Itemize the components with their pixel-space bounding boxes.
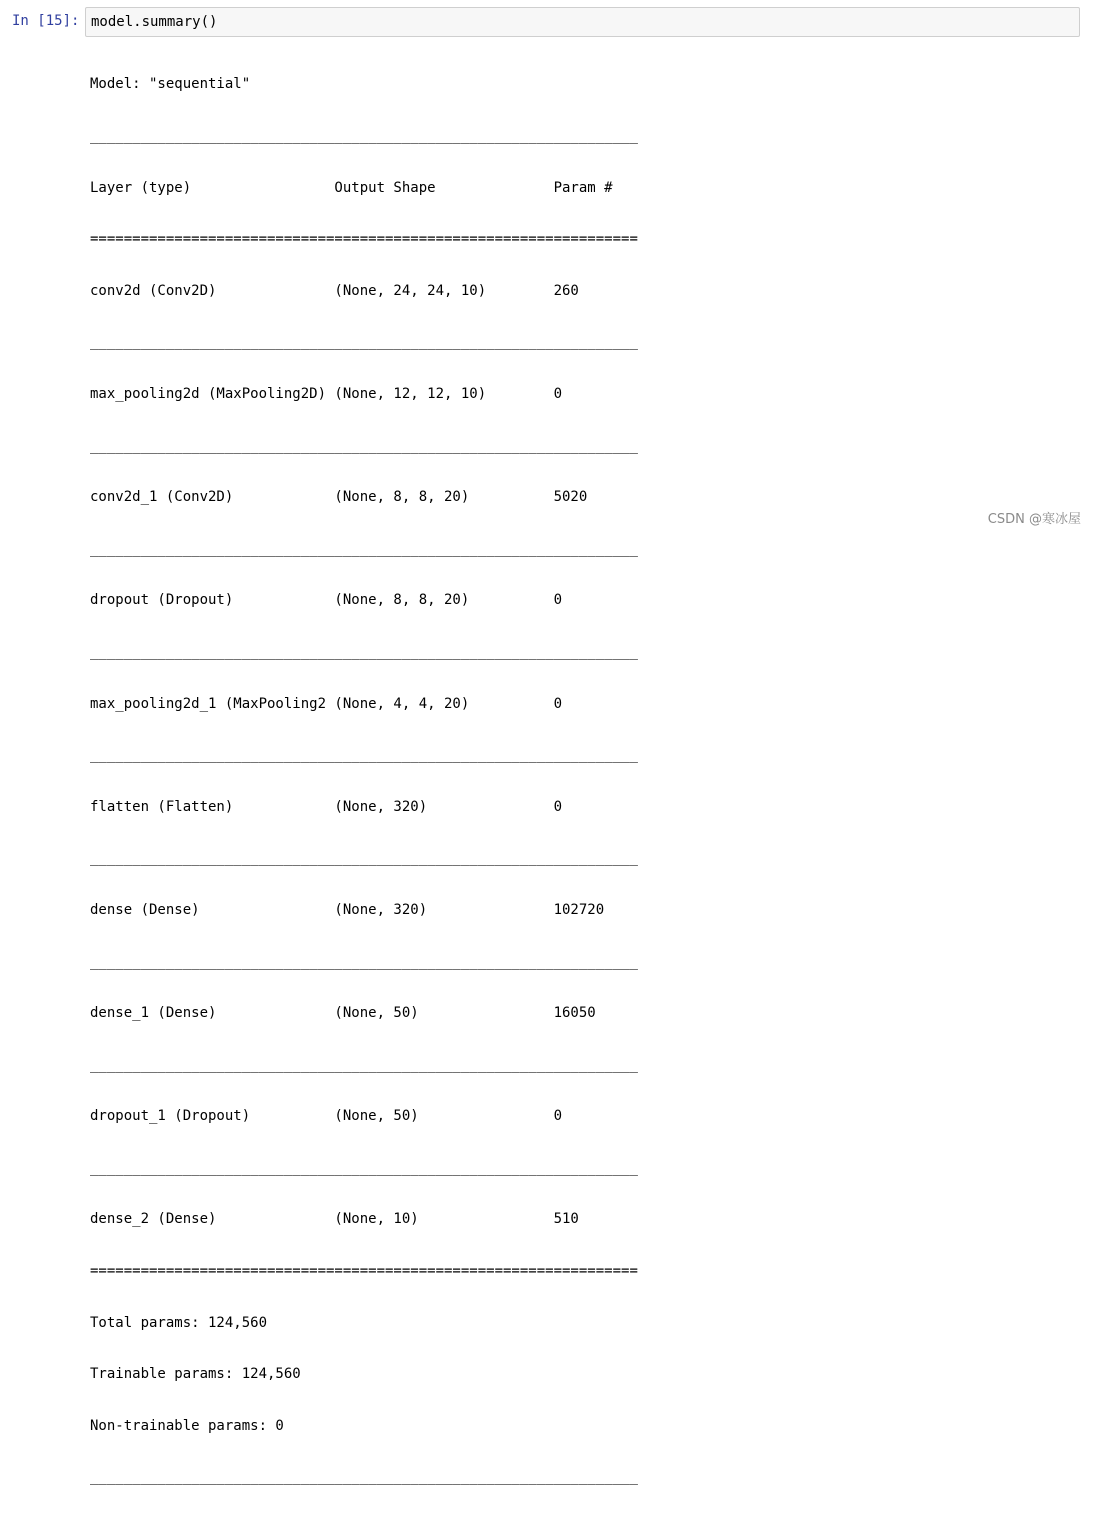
trainable-params: Trainable params: 124,560 [90,1366,301,1383]
non-trainable-params: Non-trainable params: 0 [90,1417,284,1434]
separator-line: _________________________________________________________________ [90,953,638,970]
separator-line: _________________________________________________________________ [90,1159,638,1176]
total-params: Total params: 124,560 [90,1314,268,1331]
layer-row: max_pooling2d_1 (MaxPooling2 (None, 4, 4, 20) 0 [90,695,638,712]
separator-line: _________________________________________________________________ [90,128,638,144]
cell-output [90,42,638,1521]
layer-row: dense (Dense) (None, 320) 102720 [90,901,638,918]
separator-line: _________________________________________________________________ [90,747,638,764]
layer-row: dense_1 (Dense) (None, 50) 16050 [90,1005,638,1022]
input-prompt: In [15]: [12,13,80,29]
separator-line: _________________________________________________________________ [90,437,638,454]
model-name-line: Model: "sequential" [90,76,251,93]
layer-row: dense_2 (Dense) (None, 10) 510 [90,1211,638,1228]
layer-row: dropout_1 (Dropout) (None, 50) 0 [90,1108,638,1125]
separator-line: ================================================================= [90,231,638,248]
separator-line: _________________________________________________________________ [90,334,638,351]
separator-line: _________________________________________________________________ [90,850,638,867]
layer-row: max_pooling2d (MaxPooling2D) (None, 12, 12, 10) 0 [90,385,638,402]
separator-line: _________________________________________________________________ [90,540,638,557]
layer-row: flatten (Flatten) (None, 320) 0 [90,798,638,815]
separator-line: _________________________________________________________________ [90,1056,638,1073]
separator-line: _________________________________________________________________ [90,643,638,660]
code-text[interactable]: model.summary() [91,14,218,30]
separator-line: ================================================================= [90,1263,638,1280]
separator-line: _________________________________________________________________ [90,1469,638,1486]
table-header: Layer (type) Output Shape Param # [90,179,638,196]
layer-row: conv2d_1 (Conv2D) (None, 8, 8, 20) 5020 [90,489,638,506]
layer-row: dropout (Dropout) (None, 8, 8, 20) 0 [90,592,638,609]
layer-row: conv2d (Conv2D) (None, 24, 24, 10) 260 [90,282,638,299]
watermark: CSDN @寒冰屋 [987,512,1081,527]
code-input-area[interactable] [85,7,1080,37]
